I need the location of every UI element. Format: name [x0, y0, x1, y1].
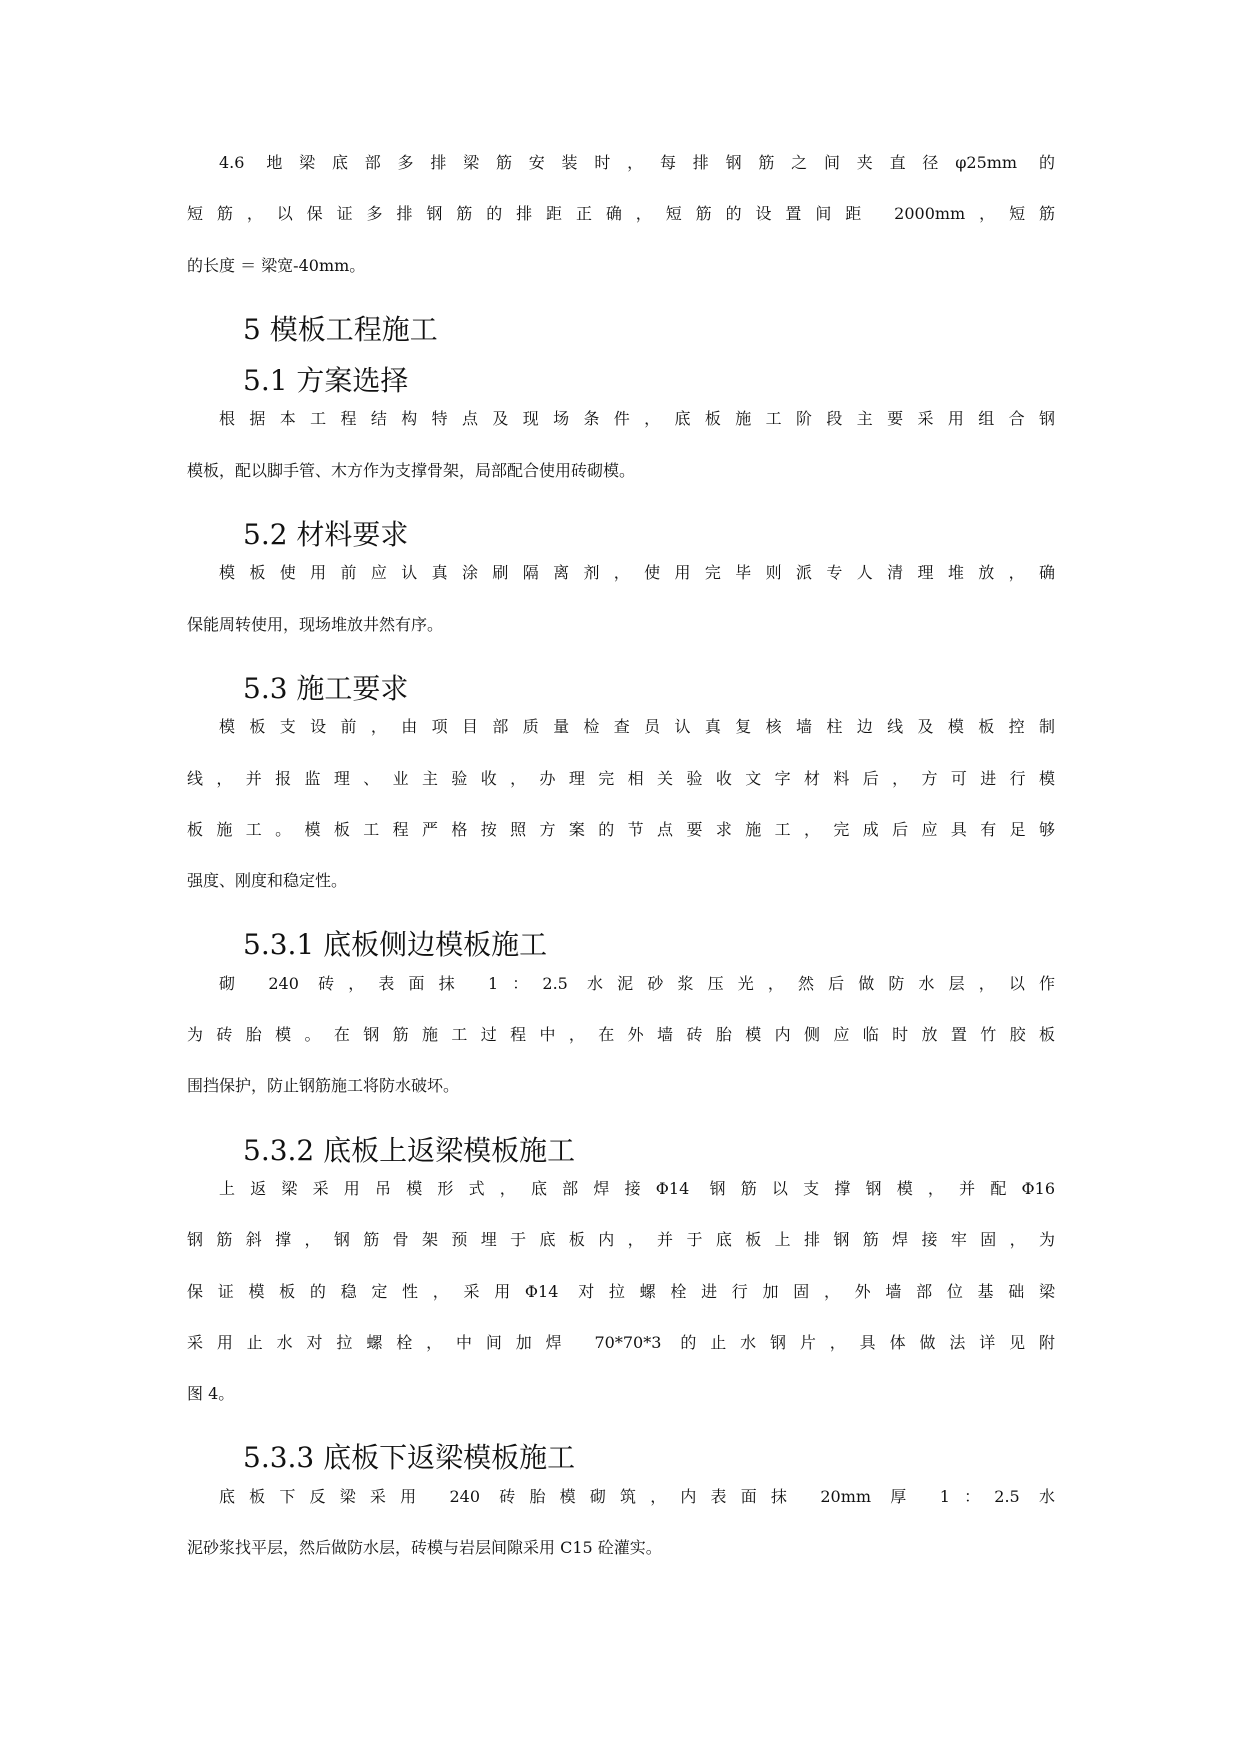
- text-line: 图 4。: [187, 1384, 235, 1404]
- text-line: 模板支设前，由项目部质量检查员认真复核墙柱边线及模板控制: [219, 717, 1055, 737]
- text-line: 上返梁采用吊模形式，底部焊接Φ14 钢筋以支撑钢模，并配Φ16: [219, 1178, 1055, 1198]
- text-line: 线，并报监理、业主验收，办理完相关验收文字材料后，方可进行模: [187, 768, 1055, 788]
- text-line: 为砖胎模。在钢筋施工过程中，在外墙砖胎模内侧应临时放置竹胶板: [187, 1025, 1055, 1045]
- paragraph-5-2-body: [187, 560, 1055, 663]
- paragraph-5-1-body: [187, 406, 1055, 509]
- paragraph-5-3-body: [187, 714, 1055, 919]
- text-line: 保能周转使用，现场堆放井然有序。: [187, 614, 444, 634]
- text-line: 砌 240 砖，表面抹 1：2.5 水泥砂浆压光，然后做防水层，以作: [219, 973, 1055, 993]
- text-line: 模板，配以脚手管、木方作为支撑骨架，局部配合使用砖砌模。: [187, 460, 636, 480]
- text-line: 模板使用前应认真涂刷隔离剂，使用完毕则派专人清理堆放，确: [219, 563, 1055, 583]
- text-line: 的长度 ＝ 梁宽-40mm。: [187, 255, 366, 275]
- text-line: 强度、刚度和稳定性。: [187, 871, 348, 891]
- text-line: 短筋，以保证多排钢筋的排距正确，短筋的设置间距 2000mm，短筋: [187, 204, 1055, 224]
- section-heading-5-3-3: 5.3.3 底板下返梁模板施工: [243, 1441, 576, 1475]
- paragraph-4-6: [187, 150, 1055, 304]
- text-line: 根据本工程结构特点及现场条件，底板施工阶段主要采用组合钢: [219, 409, 1055, 429]
- text-line: 钢筋斜撑，钢筋骨架预埋于底板内，并于底板上排钢筋焊接牢固，为: [187, 1230, 1055, 1250]
- paragraph-5-3-1-body: [187, 971, 1055, 1125]
- section-heading-5-3-2: 5.3.2 底板上返梁模板施工: [243, 1133, 576, 1167]
- section-heading-5: 5 模板工程施工: [243, 312, 438, 346]
- text-line: 保证模板的稳定性，采用Φ14 对拉螺栓进行加固，外墙部位基础梁: [187, 1281, 1055, 1301]
- document-body: [187, 150, 1055, 1586]
- text-line: 围挡保护，防止钢筋施工将防水破坏。: [187, 1076, 460, 1096]
- paragraph-5-3-2-body: [187, 1176, 1055, 1432]
- section-heading-5-3-1: 5.3.1 底板侧边模板施工: [243, 928, 548, 962]
- text-line: 采用止水对拉螺栓，中间加焊 70*70*3 的止水钢片，具体做法详见附: [187, 1332, 1055, 1352]
- text-line: 底板下反梁采用 240 砖胎模砌筑，内表面抹 20mm 厚 1：2.5 水: [219, 1486, 1055, 1506]
- section-heading-5-2: 5.2 材料要求: [243, 518, 409, 552]
- text-line: 4.6 地梁底部多排梁筋安装时，每排钢筋之间夹直径φ25mm 的: [219, 153, 1055, 172]
- paragraph-5-3-3-body: [187, 1484, 1055, 1587]
- text-line: 板施工。模板工程严格按照方案的节点要求施工，完成后应具有足够: [187, 819, 1055, 839]
- section-heading-5-1: 5.1 方案选择: [243, 364, 409, 398]
- text-line: 泥砂浆找平层，然后做防水层，砖模与岩层间隙采用 C15 砼灌实。: [187, 1538, 662, 1558]
- section-heading-5-3: 5.3 施工要求: [243, 671, 409, 705]
